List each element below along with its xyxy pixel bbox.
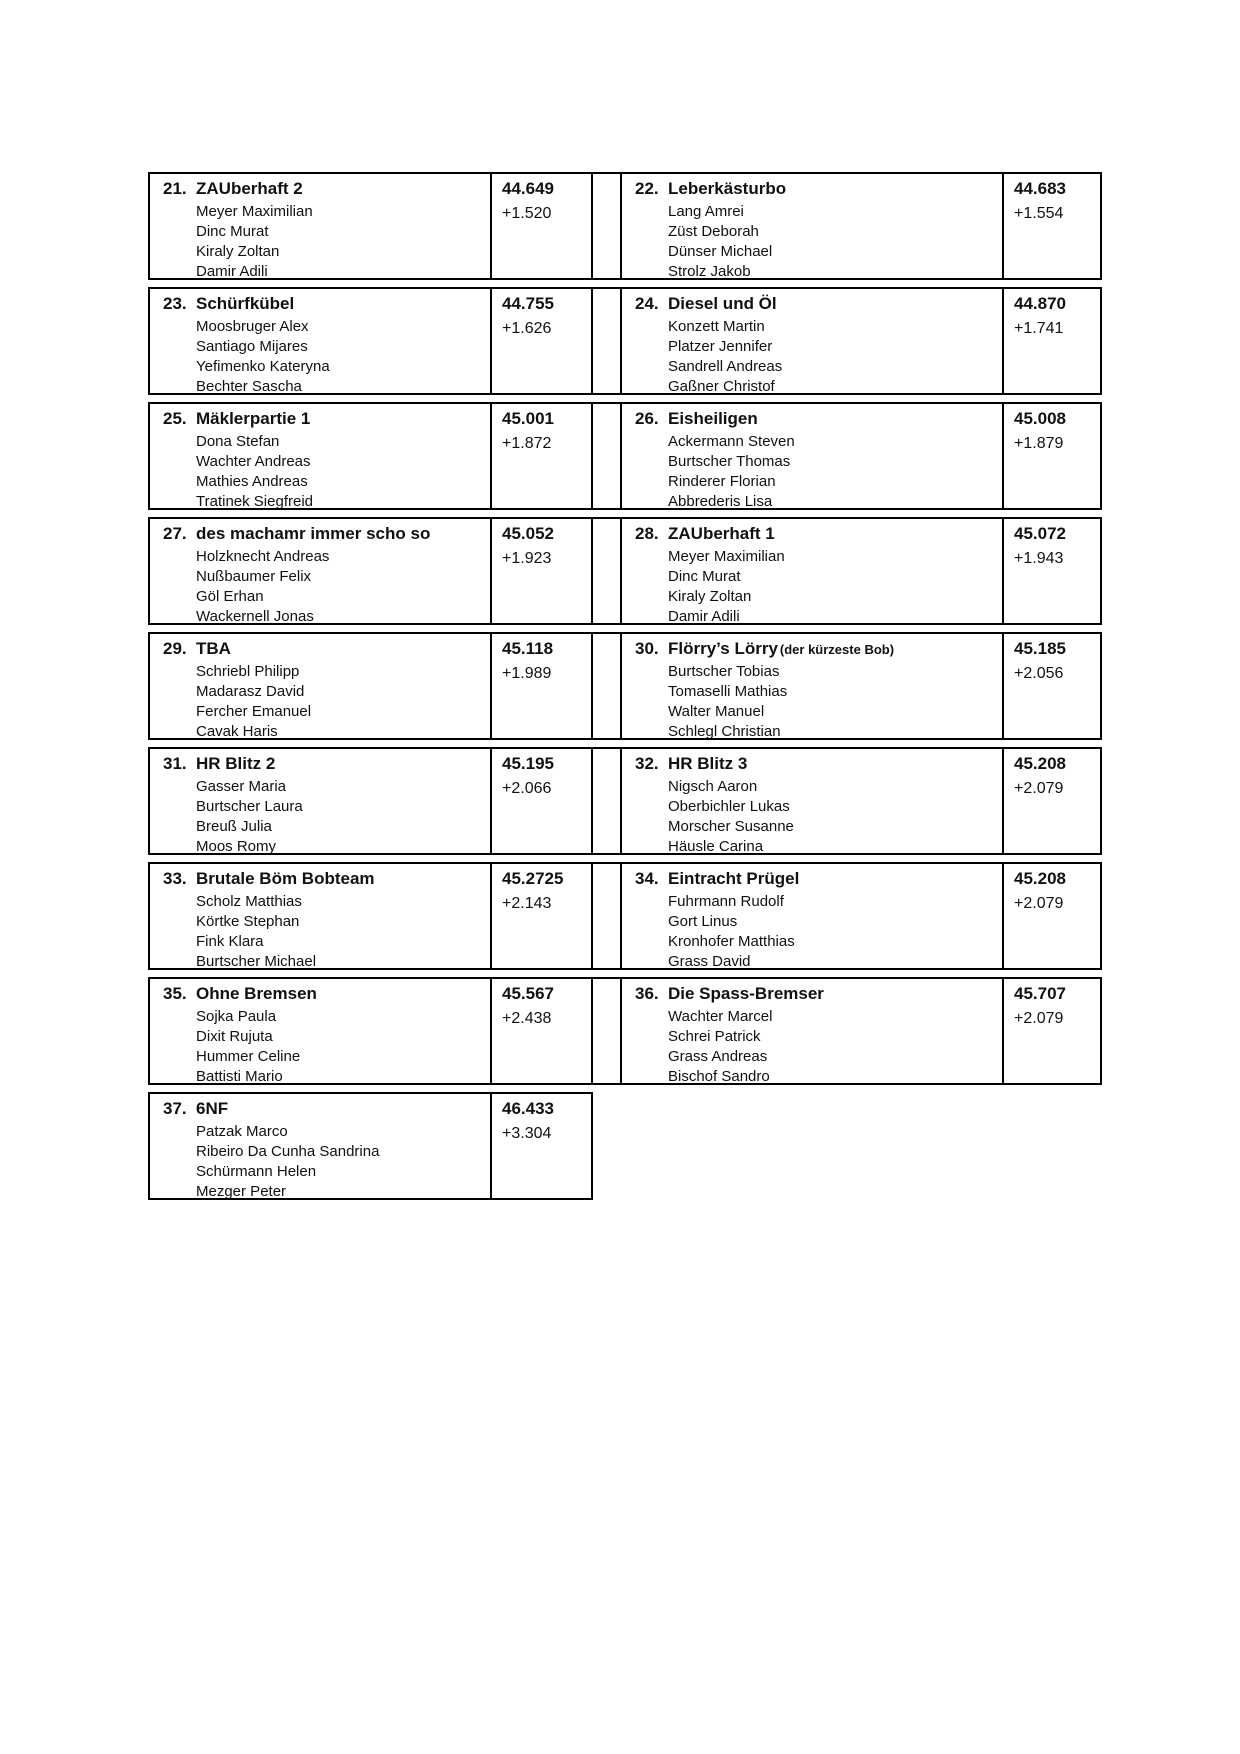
member-name: Burtscher Tobias	[668, 663, 780, 680]
team-header	[163, 293, 488, 316]
team-cell	[148, 402, 490, 510]
time-diff: +2.066	[502, 780, 552, 797]
time-diff: +1.626	[502, 320, 552, 337]
member-name: Moos Romy	[196, 838, 277, 855]
team-header	[163, 523, 488, 546]
team-header	[635, 638, 1000, 661]
member-name: Scholz Matthias	[196, 893, 302, 910]
member-name: Meyer Maximilian	[196, 203, 313, 220]
team-cell	[148, 172, 490, 280]
member-name: Battisti Mario	[196, 1068, 283, 1085]
team-cell	[620, 517, 1002, 625]
time-value: 45.001	[502, 409, 554, 428]
team-members	[635, 202, 1000, 280]
time-value: 45.2725	[502, 869, 564, 888]
time-diff: +2.079	[1014, 895, 1064, 912]
team-members	[163, 1122, 488, 1200]
time-value: 45.567	[502, 984, 554, 1003]
team-rank: 26.	[635, 409, 659, 428]
team-rank: 24.	[635, 294, 659, 313]
team-name: Leberkästurbo	[668, 179, 787, 198]
member-name: Tratinek Siegfreid	[196, 493, 313, 510]
member-name: Yefimenko Kateryna	[196, 358, 330, 375]
column-gap	[593, 517, 620, 625]
time-value: 44.755	[502, 294, 554, 313]
team-cell	[148, 517, 490, 625]
team-header	[163, 868, 488, 891]
member-name: Dünser Michael	[668, 243, 773, 260]
member-name: Lang Amrei	[668, 203, 744, 220]
column-gap	[593, 632, 620, 740]
member-name: Santiago Mijares	[196, 338, 308, 355]
team-cell	[148, 632, 490, 740]
time-diff: +2.079	[1014, 1010, 1064, 1027]
result-row	[148, 172, 1102, 280]
member-name: Burtscher Laura	[196, 798, 303, 815]
team-cell	[620, 172, 1002, 280]
time-diff: +1.879	[1014, 435, 1064, 452]
team-name: Ohne Bremsen	[196, 984, 317, 1003]
results-grid	[148, 172, 1102, 1207]
time-diff: +3.304	[502, 1125, 552, 1142]
team-cell	[148, 977, 490, 1085]
member-name: Morscher Susanne	[668, 818, 794, 835]
team-cell	[620, 632, 1002, 740]
result-row	[148, 517, 1102, 625]
member-name: Hummer Celine	[196, 1048, 301, 1065]
member-name: Oberbichler Lukas	[668, 798, 790, 815]
member-name: Moosbruger Alex	[196, 318, 309, 335]
team-header	[635, 753, 1000, 776]
time-value: 46.433	[502, 1099, 554, 1118]
time-cell	[490, 517, 593, 625]
team-rank: 21.	[163, 179, 187, 198]
team-members	[635, 662, 1000, 740]
column-gap	[593, 747, 620, 855]
time-value: 45.707	[1014, 984, 1066, 1003]
team-members	[635, 892, 1000, 970]
member-name: Abbrederis Lisa	[668, 493, 773, 510]
member-name: Gasser Maria	[196, 778, 287, 795]
member-name: Breuß Julia	[196, 818, 272, 835]
time-value: 45.072	[1014, 524, 1066, 543]
team-name: Eintracht Prügel	[668, 869, 800, 888]
team-rank: 34.	[635, 869, 659, 888]
team-rank: 29.	[163, 639, 187, 658]
member-name: Burtscher Michael	[196, 953, 317, 970]
result-row	[148, 862, 1102, 970]
team-rank: 22.	[635, 179, 659, 198]
time-value: 44.683	[1014, 179, 1066, 198]
team-cell	[620, 402, 1002, 510]
result-row	[148, 747, 1102, 855]
time-diff: +1.989	[502, 665, 552, 682]
team-rank: 28.	[635, 524, 659, 543]
team-cell	[148, 287, 490, 395]
team-header	[163, 408, 488, 431]
time-diff: +2.079	[1014, 780, 1064, 797]
member-name: Fink Klara	[196, 933, 264, 950]
team-cell	[620, 977, 1002, 1085]
team-cell	[148, 747, 490, 855]
member-name: Nigsch Aaron	[668, 778, 758, 795]
team-rank: 32.	[635, 754, 659, 773]
member-name: Madarasz David	[196, 683, 305, 700]
member-name: Körtke Stephan	[196, 913, 300, 930]
member-name: Ackermann Steven	[668, 433, 795, 450]
team-members	[163, 202, 488, 280]
time-cell	[490, 402, 593, 510]
member-name: Grass Andreas	[668, 1048, 768, 1065]
member-name: Schrei Patrick	[668, 1028, 761, 1045]
team-cell	[620, 862, 1002, 970]
member-name: Bechter Sascha	[196, 378, 302, 395]
team-header	[635, 868, 1000, 891]
time-cell	[490, 977, 593, 1085]
member-name: Dona Stefan	[196, 433, 280, 450]
team-name: ZAUberhaft 2	[196, 179, 303, 198]
column-gap	[593, 172, 620, 280]
member-name: Kiraly Zoltan	[668, 588, 752, 605]
team-members	[163, 1007, 488, 1085]
team-header	[163, 178, 488, 201]
member-name: Fercher Emanuel	[196, 703, 312, 720]
team-header	[163, 753, 488, 776]
member-name: Gort Linus	[668, 913, 738, 930]
team-rank: 30.	[635, 639, 659, 658]
time-diff: +1.554	[1014, 205, 1064, 222]
member-name: Kronhofer Matthias	[668, 933, 795, 950]
team-name: Schürfkübel	[196, 294, 295, 313]
time-diff: +1.741	[1014, 320, 1064, 337]
time-cell	[490, 747, 593, 855]
team-rank: 31.	[163, 754, 187, 773]
result-row	[148, 977, 1102, 1085]
team-members	[635, 547, 1000, 625]
result-row	[148, 632, 1102, 740]
team-name: Die Spass-Bremser	[668, 984, 824, 1003]
team-members	[635, 777, 1000, 855]
team-header	[635, 408, 1000, 431]
team-name: ZAUberhaft 1	[668, 524, 775, 543]
team-cell	[620, 747, 1002, 855]
time-diff: +2.056	[1014, 665, 1064, 682]
member-name: Gaßner Christof	[668, 378, 775, 395]
result-row	[148, 1092, 1102, 1200]
team-name: 6NF	[196, 1099, 229, 1118]
time-cell	[1002, 977, 1102, 1085]
team-rank: 25.	[163, 409, 187, 428]
time-cell	[1002, 747, 1102, 855]
column-gap	[593, 287, 620, 395]
team-rank: 23.	[163, 294, 187, 313]
team-members	[163, 547, 488, 625]
member-name: Dinc Murat	[668, 568, 741, 585]
team-members	[163, 662, 488, 740]
time-diff: +2.143	[502, 895, 552, 912]
time-cell	[1002, 517, 1102, 625]
time-diff: +1.943	[1014, 550, 1064, 567]
result-row	[148, 287, 1102, 395]
team-rank: 27.	[163, 524, 187, 543]
member-name: Nußbaumer Felix	[196, 568, 312, 585]
member-name: Dinc Murat	[196, 223, 269, 240]
member-name: Göl Erhan	[196, 588, 264, 605]
member-name: Grass David	[668, 953, 751, 970]
time-diff: +1.872	[502, 435, 552, 452]
time-cell	[490, 862, 593, 970]
team-cell	[620, 287, 1002, 395]
team-rank: 35.	[163, 984, 187, 1003]
time-value: 45.008	[1014, 409, 1066, 428]
member-name: Walter Manuel	[668, 703, 765, 720]
team-rank: 33.	[163, 869, 187, 888]
team-cell	[148, 862, 490, 970]
time-value: 45.195	[502, 754, 554, 773]
time-diff: +1.520	[502, 205, 552, 222]
member-name: Strolz Jakob	[668, 263, 751, 280]
member-name: Ribeiro Da Cunha Sandrina	[196, 1143, 380, 1160]
column-gap	[593, 862, 620, 970]
member-name: Schriebl Philipp	[196, 663, 300, 680]
time-cell	[490, 172, 593, 280]
column-gap	[593, 977, 620, 1085]
team-header	[163, 983, 488, 1006]
team-header	[163, 638, 488, 661]
member-name: Wackernell Jonas	[196, 608, 314, 625]
result-row	[148, 402, 1102, 510]
member-name: Schlegl Christian	[668, 723, 781, 740]
member-name: Häusle Carina	[668, 838, 764, 855]
team-members	[163, 892, 488, 970]
team-name: Mäklerpartie 1	[196, 409, 311, 428]
team-header	[163, 1098, 488, 1121]
time-value: 44.649	[502, 179, 554, 198]
time-cell	[1002, 402, 1102, 510]
team-members	[163, 777, 488, 855]
team-name: Flörry’s Lörry	[668, 639, 778, 658]
time-diff: +2.438	[502, 1010, 552, 1027]
time-value: 45.185	[1014, 639, 1066, 658]
time-cell	[490, 632, 593, 740]
time-value: 45.118	[502, 639, 554, 658]
team-header	[635, 983, 1000, 1006]
member-name: Fuhrmann Rudolf	[668, 893, 784, 910]
team-rank: 37.	[163, 1099, 187, 1118]
member-name: Tomaselli Mathias	[668, 683, 788, 700]
time-value: 45.208	[1014, 869, 1066, 888]
team-members	[635, 317, 1000, 395]
team-members	[163, 432, 488, 510]
team-name: Brutale Böm Bobteam	[196, 869, 375, 888]
team-header	[635, 293, 1000, 316]
time-cell	[1002, 632, 1102, 740]
team-members	[163, 317, 488, 395]
team-name: HR Blitz 2	[196, 754, 276, 773]
member-name: Züst Deborah	[668, 223, 759, 240]
member-name: Patzak Marco	[196, 1123, 288, 1140]
time-cell	[490, 1092, 593, 1200]
member-name: Bischof Sandro	[668, 1068, 770, 1085]
member-name: Platzer Jennifer	[668, 338, 773, 355]
team-name: HR Blitz 3	[668, 754, 748, 773]
member-name: Damir Adili	[196, 263, 268, 280]
time-value: 45.208	[1014, 754, 1066, 773]
team-name: Diesel und Öl	[668, 294, 777, 313]
time-cell	[1002, 172, 1102, 280]
time-value: 45.052	[502, 524, 554, 543]
member-name: Cavak Haris	[196, 723, 278, 740]
time-cell	[490, 287, 593, 395]
team-header	[635, 523, 1000, 546]
member-name: Sandrell Andreas	[668, 358, 783, 375]
team-name: Eisheiligen	[668, 409, 758, 428]
member-name: Mezger Peter	[196, 1183, 287, 1200]
member-name: Mathies Andreas	[196, 473, 308, 490]
time-value: 44.870	[1014, 294, 1066, 313]
team-header	[635, 178, 1000, 201]
team-members	[635, 432, 1000, 510]
member-name: Kiraly Zoltan	[196, 243, 280, 260]
member-name: Meyer Maximilian	[668, 548, 785, 565]
time-diff: +1.923	[502, 550, 552, 567]
team-rank: 36.	[635, 984, 659, 1003]
member-name: Konzett Martin	[668, 318, 765, 335]
member-name: Damir Adili	[668, 608, 740, 625]
member-name: Burtscher Thomas	[668, 453, 791, 470]
member-name: Schürmann Helen	[196, 1163, 317, 1180]
team-members	[635, 1007, 1000, 1085]
member-name: Wachter Marcel	[668, 1008, 773, 1025]
member-name: Holzknecht Andreas	[196, 548, 330, 565]
column-gap	[593, 402, 620, 510]
team-cell	[148, 1092, 490, 1200]
member-name: Sojka Paula	[196, 1008, 277, 1025]
member-name: Dixit Rujuta	[196, 1028, 273, 1045]
team-name-suffix: (der kürzeste Bob)	[779, 642, 895, 657]
team-name: des machamr immer scho so	[196, 524, 431, 543]
time-cell	[1002, 862, 1102, 970]
team-name: TBA	[196, 639, 231, 658]
time-cell	[1002, 287, 1102, 395]
member-name: Wachter Andreas	[196, 453, 311, 470]
member-name: Rinderer Florian	[668, 473, 776, 490]
